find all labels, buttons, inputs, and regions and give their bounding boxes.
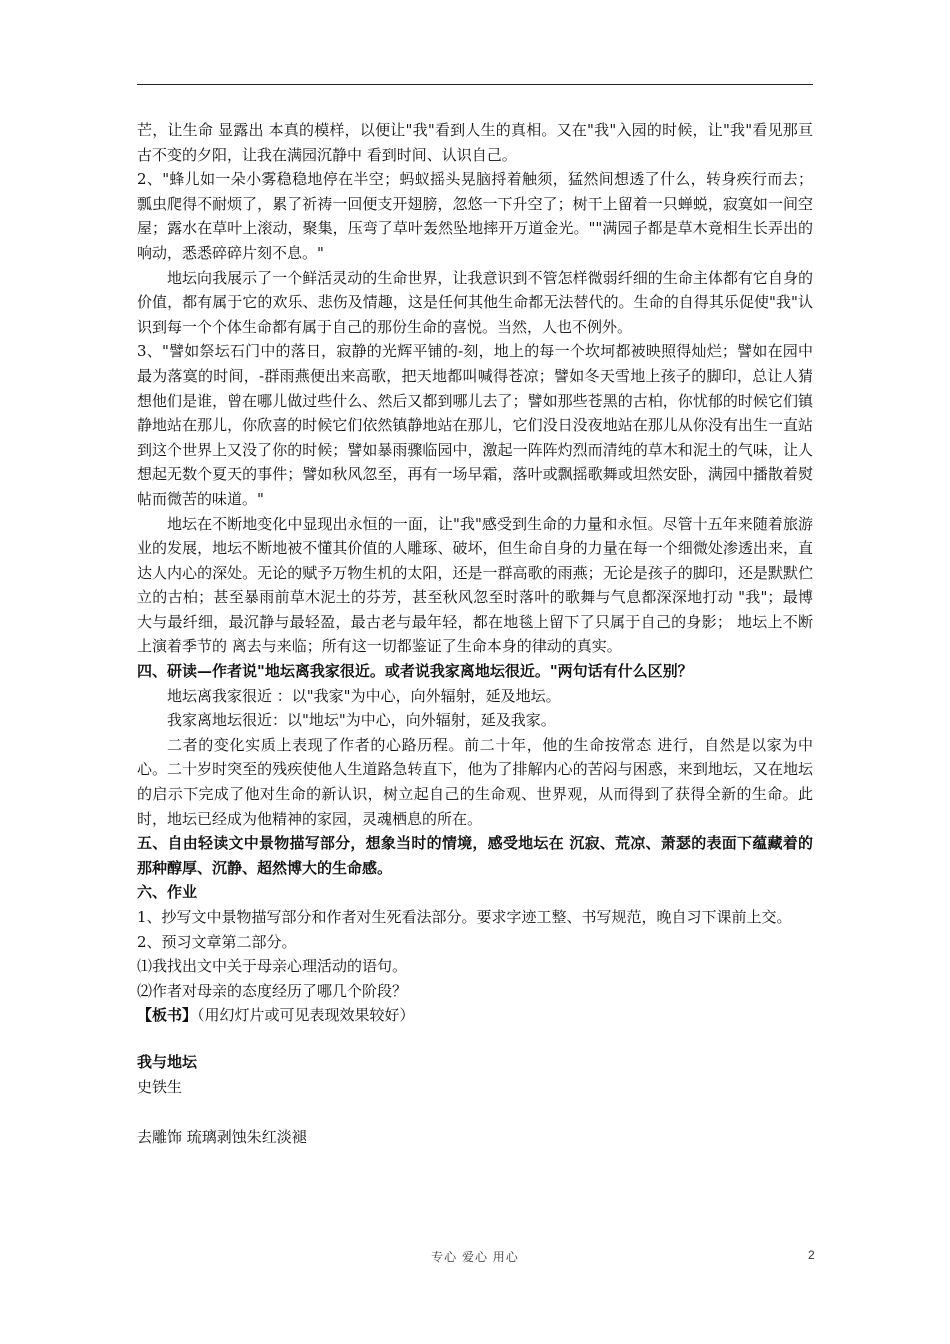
paragraph: 地坛在不断地变化中显现出永恒的一面，让"我"感受到生命的力量和永恒。尽管十五年来随着旅游业的发展，地坛不断地被不懂其价值的人雕琢、破坏，但生命自身的力量在每一个细微处渗透出来，直达人内心的深处。无论的赋予万物生机的太阳，还是一群高歌的雨燕；无论是孩子的脚印，还是默默伫立的古柏；甚至暴雨前草木泥土的芬芳，甚至秋风忽至时落叶的歌舞与气息都深深地打动 "我"；最博大与最纤细，最沉静与最轻盈，最古老与最年轻，都在地毯上留下了只属于自己的身影； 地坛上不断上演着季节的 离去与来临；所有这一切都鉴证了生命本身的律动的真实。 xyxy=(137,514,813,656)
board-heading xyxy=(137,1003,813,1028)
paragraph: 我家离地坛很近：以"地坛"为中心，向外辐射，延及我家。 xyxy=(167,711,556,730)
paragraph: 2、预习文章第二部分。 xyxy=(137,932,297,951)
paragraph: 1、抄写文中景物描写部分和作者对生死看法部分。要求字迹工整、书写规范，晚自习下课前上交。 xyxy=(137,908,792,926)
paragraph: 地坛离我家很近 ：以"我家"为中心，向外辐射，延及地坛。 xyxy=(167,686,561,705)
paragraph: 二者的变化实质上表现了作者的心路历程。前二十年，他的生命按常态 进行，自然是以家为中心。二十岁时突至的残疾使他人生道路急转直下，他为了排解内心的苦闷与困惑，来到地坛，又在地坛的启示下完成了他对生命的新认识，树立起自己的生命观、世界观，从而得到了获得全新的生命。此时，地坛已经成为他精神的家园，灵魂栖息的所在。 xyxy=(137,735,813,828)
paragraph: 芒，让生命 显露出 本真的模样，以便让"我"看到人生的真相。又在"我"入园的时候，让"我"看见那亘古不变的夕阳，让我在满园沉静中 看到时间、认识自己。 xyxy=(137,121,813,164)
board-line: 去雕饰 琉璃剥蚀朱红淡褪 xyxy=(137,1128,307,1147)
board-author: 史铁生 xyxy=(137,1077,183,1096)
section-heading: 五、自由轻读文中景物描写部分，想象当时的情境，感受地坛在 沉寂、荒凉、萧瑟的表面下蕴藏着的那种醇厚、沉静、超然博大的生命感。 xyxy=(137,834,813,877)
paragraph: 2、"蜂儿如一朵小雾稳稳地停在半空；蚂蚁摇头晃脑捋着触须，猛然间想透了什么，转身疾行而去；瓢虫爬得不耐烦了，累了祈祷一回便支开翅膀，忽悠一下升空了；树干上留着一只蝉蜕，寂寞如一间空屋；露水在草叶上滚动，聚集，压弯了草叶轰然坠地摔开万道金光。""满园子都是草木竟相生长弄出的响动，悉悉碎碎片刻不息。" xyxy=(137,170,813,262)
paragraph: 3、"譬如祭坛石门中的落日，寂静的光辉平铺的-刻，地上的每一个坎坷都被映照得灿烂；譬如在园中最为落寞的时间，-群雨燕便出来高歌，把天地都叫喊得苍凉；譬如冬天雪地上孩子的脚印，总让人猜想他们是谁，曾在哪儿做过些什么、然后又都到哪儿去了；譬如那些苍黑的古柏，你忧郁的时候它们镇静地站在那儿，你欣喜的时候它们依然镇静地站在那儿，它们没日没夜地站在那儿从你没有出生一直站到这个世界上又没了你的时候；譬如暴雨骤临园中，激起一阵阵灼烈而清纯的草木和泥土的气味，让人想起无数个夏天的事件；譬如秋风忽至，再有一场早霜，落叶或飘摇歌舞或坦然安卧，满园中播散着熨帖而微苦的味道。" xyxy=(137,342,813,508)
section-heading: 四、研读—作者说"地坛离我家很近。或者说我家离地坛很近。"两句话有什么区别？ xyxy=(137,662,693,681)
spacer xyxy=(137,1028,813,1050)
board-title: 我与地坛 xyxy=(137,1052,198,1071)
paragraph: ⑴我找出文中关于母亲心理活动的语句。 xyxy=(137,957,408,976)
page-number: 2 xyxy=(808,1248,815,1262)
document-body xyxy=(137,118,813,1150)
board-heading-label: 【板书】 xyxy=(137,1006,198,1025)
spacer xyxy=(137,1099,813,1125)
paragraph: 地坛向我展示了一个鲜活灵动的生命世界，让我意识到不管怎样微弱纤细的生命主体都有它自身的价值，都有属于它的欢乐、悲伤及情趣，这是任何其他生命都无法替代的。生命的自得其乐促使"我"认识到每一个个体生命都有属于自己的那份生命的喜悦。当然，人也不例外。 xyxy=(137,268,813,336)
footer-motto: 专心 爱心 用心 xyxy=(431,1250,519,1264)
paragraph: ⑵作者对母亲的态度经历了哪几个阶段？ xyxy=(137,981,408,1000)
section-heading: 六、作业 xyxy=(137,883,198,902)
board-heading-note: （用幻灯片或可见表现效果较好） xyxy=(197,1006,415,1025)
header-rule xyxy=(137,84,813,85)
